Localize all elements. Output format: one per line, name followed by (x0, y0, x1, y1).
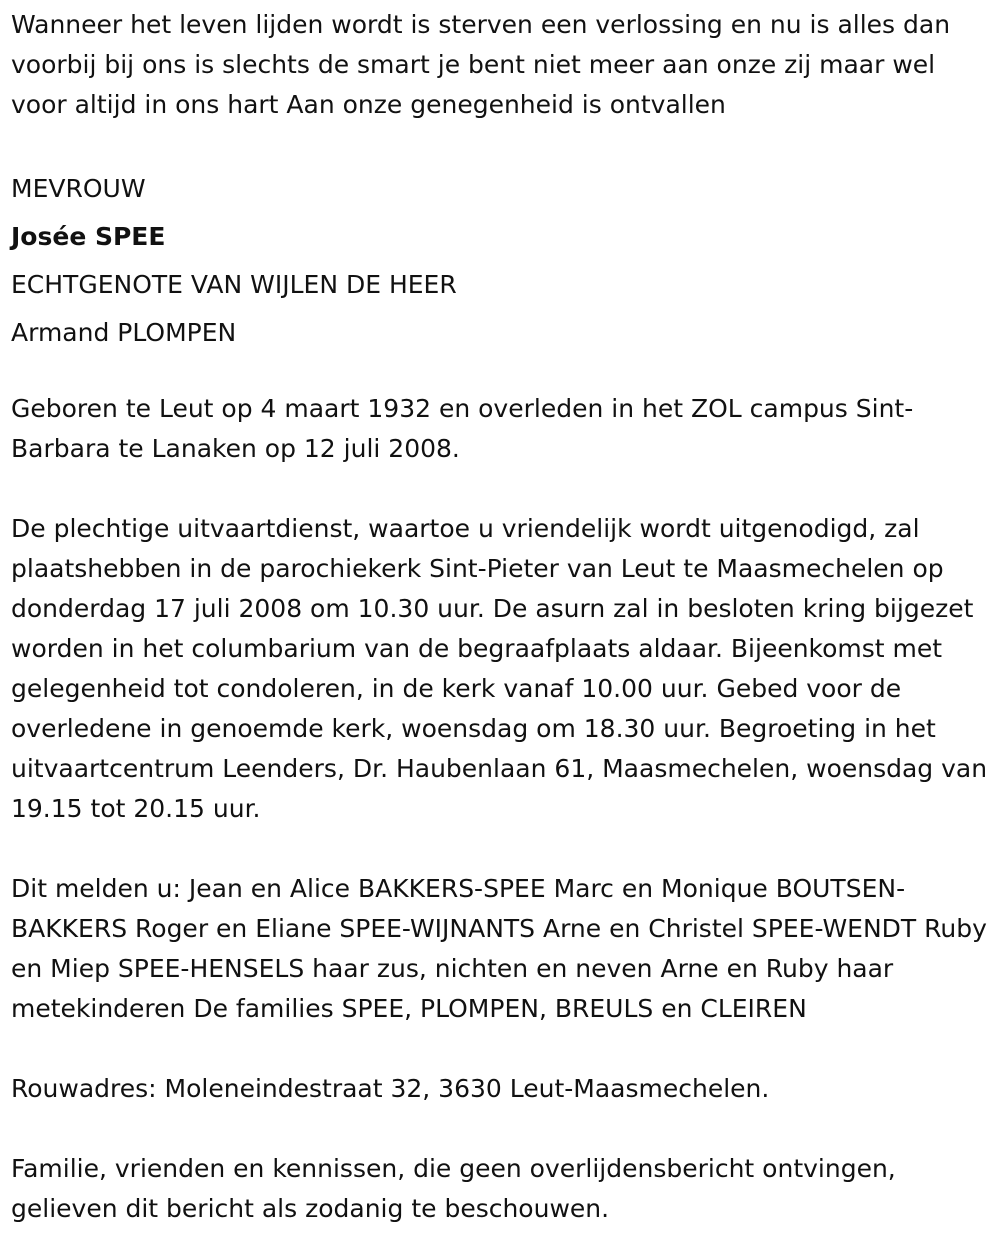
spacer (11, 125, 991, 165)
spouse-name: Armand PLOMPEN (11, 318, 237, 347)
spouse-intro: ECHTGENOTE VAN WIJLEN DE HEER (11, 270, 457, 299)
family-text: Dit melden u: Jean en Alice BAKKERS-SPEE Marc en Monique BOUTSEN-BAKKERS Roger en Eliane SPEE-WIJNANTS Arne en Christel SPEE-WENDT Ruby en Miep SPEE-HENSELS haar zus, nichten en neven Arne en Ruby haar metekinderen De families SPEE, PLOMPEN, BREULS en CLEIREN (11, 874, 987, 1023)
obituary-document (11, 5, 991, 1229)
poem-text: Wanneer het leven lijden wordt is sterven een verlossing en nu is alles dan voorbij bij ons is slechts de smart je bent niet meer aan onze zij maar wel voor altijd in ons hart Aan onze genegenheid is ontvallen (11, 10, 951, 119)
address-text: Rouwadres: Moleneindestraat 32, 3630 Leut-Maasmechelen. (11, 1074, 770, 1103)
spacer (11, 469, 991, 509)
spacer (11, 357, 991, 389)
deceased-name: Josée SPEE (11, 222, 166, 251)
spacer (11, 1109, 991, 1149)
birth-death-text: Geboren te Leut op 4 maart 1932 en overleden in het ZOL campus Sint-Barbara te Lanaken op 12 juli 2008. (11, 394, 914, 463)
spacer (11, 1029, 991, 1069)
spacer (11, 829, 991, 869)
ceremony-text: De plechtige uitvaartdienst, waartoe u vriendelijk wordt uitgenodigd, zal plaatshebben in de parochiekerk Sint-Pieter van Leut te Maasmechelen op donderdag 17 juli 2008 om 10.30 uur. De asurn zal in besloten kring bijgezet worden in het columbarium van de begraafplaats aldaar. Bijeenkomst met gelegenheid tot condoleren, in de kerk vanaf 10.00 uur. Gebed voor de overledene in genoemde kerk, woensdag om 18.30 uur. Begroeting in het uitvaartcentrum Leenders, Dr. Haubenlaan 61, Maasmechelen, woensdag van 19.15 tot 20.15 uur. (11, 514, 988, 823)
closing-text: Familie, vrienden en kennissen, die geen overlijdensbericht ontvingen, gelieven dit bericht als zodanig te beschouwen. (11, 1154, 896, 1223)
title-prefix: MEVROUW (11, 174, 146, 203)
